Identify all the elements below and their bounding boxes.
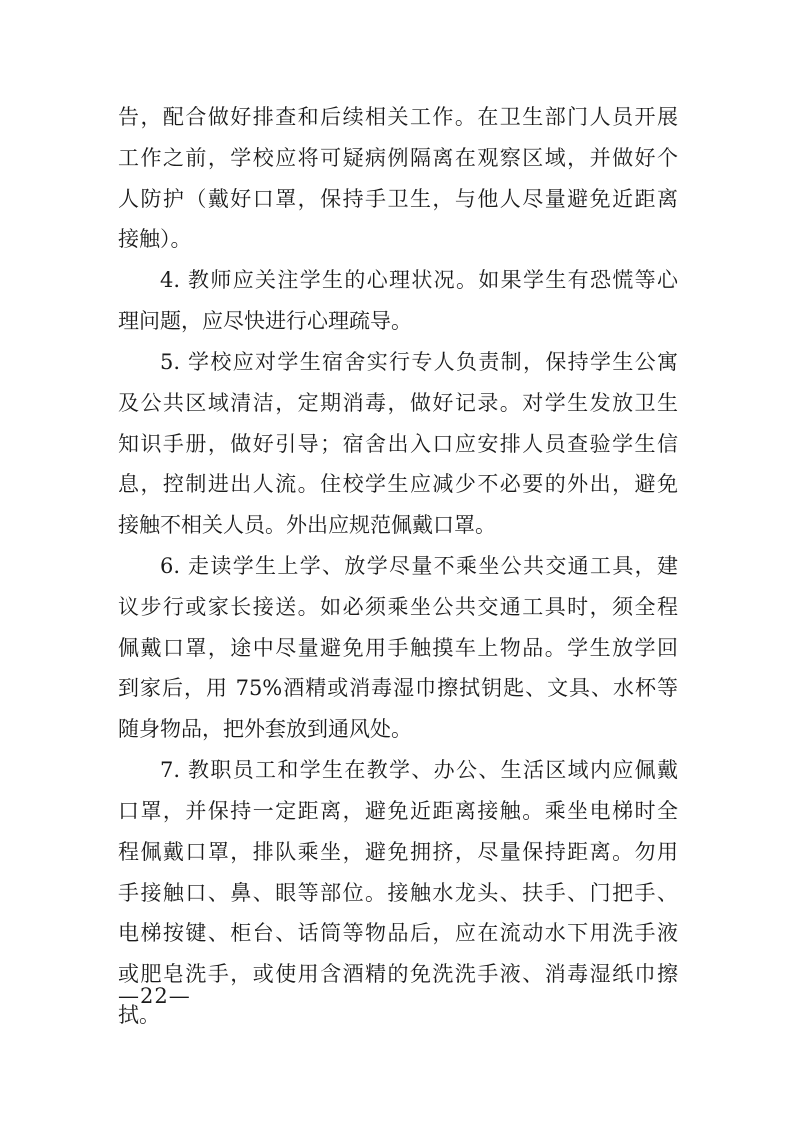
paragraph-6-line-1: 6. 走读学生上学、放学尽量不乘坐公共交通工具，建 <box>160 554 678 578</box>
paragraph-7-line-6: 或肥皂洗手，或使用含酒精的免洗洗手液、消毒湿纸巾擦 <box>118 962 678 987</box>
paragraph-7-line-2: 口罩，并保持一定距离，避免近距离接触。乘坐电梯时全 <box>118 798 678 823</box>
text-line-1: 告，配合做好排查和后续相关工作。在卫生部门人员开展 <box>118 105 678 129</box>
text-line-4: 接触）。 <box>118 227 192 252</box>
paragraph-6-line-2: 议步行或家长接送。如必须乘坐公共交通工具时，须全程 <box>118 594 678 619</box>
paragraph-7-line-3: 程佩戴口罩，排队乘坐，避免拥挤，尽量保持距离。勿用 <box>118 839 678 864</box>
paragraph-7-line-5: 电梯按键、柜台、话筒等物品后，应在流动水下用洗手液 <box>118 921 678 946</box>
paragraph-4-line-2: 理问题，应尽快进行心理疏导。 <box>118 309 412 334</box>
paragraph-7-line-4: 手接触口、鼻、眼等部位。接触水龙头、扶手、门把手、 <box>118 880 678 905</box>
paragraph-5-line-3: 知识手册，做好引导；宿舍出入口应安排人员查验学生信 <box>118 431 678 456</box>
paragraph-5-line-5: 接触不相关人员。外出应规范佩戴口罩。 <box>118 513 496 538</box>
paragraph-5-line-2: 及公共区域清洁，定期消毒，做好记录。对学生发放卫生 <box>118 390 678 415</box>
paragraph-6-line-5: 随身物品，把外套放到通风处。 <box>118 717 412 742</box>
paragraph-5-line-1: 5. 学校应对学生宿舍实行专人负责制，保持学生公寓 <box>160 349 678 374</box>
paragraph-5-line-4: 息，控制进出人流。住校学生应减少不必要的外出，避免 <box>118 472 678 497</box>
paragraph-7-line-7: 拭。 <box>118 1003 160 1027</box>
paragraph-6-line-3: 佩戴口罩，途中尽量避免用手触摸车上物品。学生放学回 <box>118 635 678 660</box>
paragraph-4-line-1: 4. 教师应关注学生的心理状况。如果学生有恐慌等心 <box>160 268 678 293</box>
paragraph-6-line-4: 到家后，用 75%酒精或消毒湿巾擦拭钥匙、文具、水杯等 <box>118 676 678 701</box>
text-line-2: 工作之前，学校应将可疑病例隔离在观察区域，并做好个 <box>118 145 678 170</box>
page-number: —22— <box>118 984 191 1008</box>
paragraph-7-line-1: 7. 教职员工和学生在教学、办公、生活区域内应佩戴 <box>160 758 678 783</box>
text-line-3: 人防护（戴好口罩，保持手卫生，与他人尽量避免近距离 <box>118 186 678 211</box>
